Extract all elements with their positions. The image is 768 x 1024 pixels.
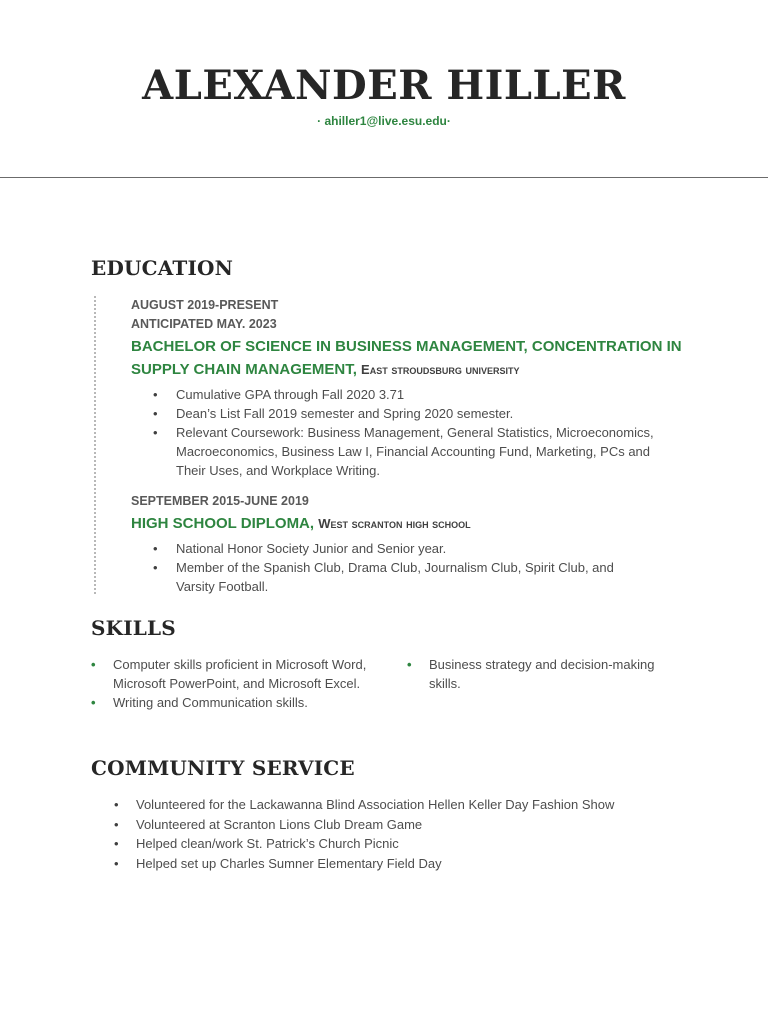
list-item: • Writing and Communication skills.	[113, 693, 391, 712]
education-heading: EDUCATION	[91, 256, 234, 280]
community-list	[114, 795, 714, 873]
community-section	[114, 795, 714, 873]
degree-name: BACHELOR OF SCIENCE IN BUSINESS MANAGEMENT, CONCENTRATION IN SUPPLY CHAIN MANAGEMENT,	[131, 338, 682, 378]
entry-date: SEPTEMBER 2015-JUNE 2019	[131, 494, 309, 508]
skills-column-right	[407, 655, 677, 693]
list-item: • Member of the Spanish Club, Drama Club, Journalism Club, Spirit Club, and Varsity Football.	[176, 558, 691, 596]
school-name: West scranton high school	[318, 516, 471, 531]
education-bullets	[131, 539, 691, 596]
list-item: • Helped set up Charles Sumner Elementary Field Day	[136, 854, 714, 874]
community-heading: COMMUNITY SERVICE	[91, 756, 355, 780]
list-item: • Helped clean/work St. Patrick’s Church Picnic	[136, 834, 714, 854]
education-entry-highschool	[131, 492, 691, 596]
list-item: • Business strategy and decision-making skills.	[429, 655, 677, 693]
list-item: • Cumulative GPA through Fall 2020 3.71	[176, 385, 691, 404]
contact-email[interactable]: · ahiller1@live.esu.edu·	[317, 114, 451, 128]
education-bullets	[131, 385, 691, 480]
skills-list	[91, 655, 391, 712]
entry-date: AUGUST 2019-PRESENT	[131, 298, 279, 312]
skills-column-left	[91, 655, 391, 712]
list-item: • Dean’s List Fall 2019 semester and Spring 2020 semester.	[176, 404, 691, 423]
list-item: • Computer skills proficient in Microsoft Word, Microsoft PowerPoint, and Microsoft Excel.	[113, 655, 391, 693]
list-item: • Relevant Coursework: Business Management, General Statistics, Microeconomics, Macroeconomics, Business Law I, Financial Accounting Fund, Marketing, PCs and Their Uses, and Workplace Writing.	[176, 423, 691, 480]
education-entry-college	[131, 296, 691, 480]
skills-heading: SKILLS	[91, 616, 176, 640]
list-item: • Volunteered at Scranton Lions Club Dream Game	[136, 815, 714, 835]
entry-date: ANTICIPATED MAY. 2023	[131, 317, 277, 331]
list-item: • National Honor Society Junior and Senior year.	[176, 539, 691, 558]
list-item: • Volunteered for the Lackawanna Blind Association Hellen Keller Day Fashion Show	[136, 795, 714, 815]
degree-title	[131, 335, 691, 381]
school-name: East stroudsburg university	[361, 362, 520, 377]
degree-title	[131, 512, 691, 535]
education-dotted-border	[94, 296, 96, 594]
header-divider	[0, 177, 768, 178]
skills-list	[407, 655, 677, 693]
resume-name: ALEXANDER HILLER	[142, 62, 626, 109]
degree-name: HIGH SCHOOL DIPLOMA,	[131, 515, 315, 532]
